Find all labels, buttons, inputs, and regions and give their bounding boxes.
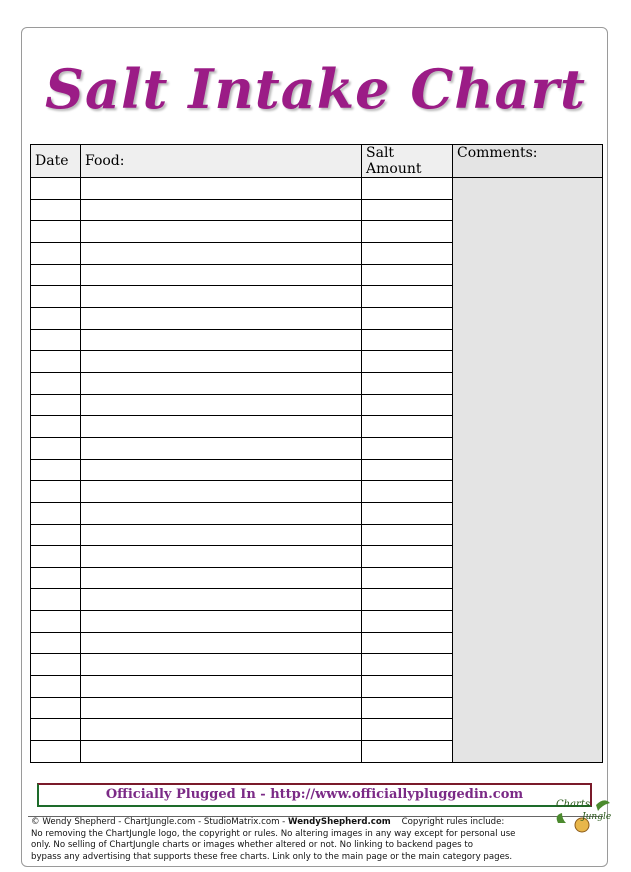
date-cell[interactable]: [31, 199, 81, 221]
food-cell[interactable]: [81, 524, 362, 546]
food-cell[interactable]: [81, 437, 362, 459]
logo-text-charts: Charts: [556, 799, 590, 810]
food-cell[interactable]: [81, 719, 362, 741]
salt-amount-cell[interactable]: [362, 416, 453, 438]
header-salt-amount: Salt Amount: [362, 145, 453, 178]
date-cell[interactable]: [31, 416, 81, 438]
salt-amount-cell[interactable]: [362, 372, 453, 394]
logo-leaf-icon: [596, 800, 610, 811]
salt-amount-cell[interactable]: [362, 394, 453, 416]
date-cell[interactable]: [31, 459, 81, 481]
salt-amount-cell[interactable]: [362, 697, 453, 719]
salt-amount-cell[interactable]: [362, 632, 453, 654]
copyright-footer: [28, 816, 603, 867]
date-cell[interactable]: [31, 632, 81, 654]
date-cell[interactable]: [31, 502, 81, 524]
date-cell[interactable]: [31, 654, 81, 676]
salt-amount-cell[interactable]: [362, 567, 453, 589]
salt-amount-cell[interactable]: [362, 546, 453, 568]
food-cell[interactable]: [81, 264, 362, 286]
header-date: Date: [31, 145, 81, 178]
date-cell[interactable]: [31, 307, 81, 329]
footer-line-1: [28, 817, 603, 829]
chartjungle-logo: [552, 795, 612, 839]
salt-log-table: [30, 144, 603, 763]
header-food: Food:: [81, 145, 362, 178]
salt-amount-cell[interactable]: [362, 242, 453, 264]
salt-amount-cell[interactable]: [362, 611, 453, 633]
comments-area[interactable]: [453, 178, 603, 763]
food-cell[interactable]: [81, 329, 362, 351]
food-cell[interactable]: [81, 416, 362, 438]
food-cell[interactable]: [81, 307, 362, 329]
date-cell[interactable]: [31, 178, 81, 200]
footer-site: WendyShepherd.com: [288, 817, 391, 827]
food-cell[interactable]: [81, 546, 362, 568]
food-cell[interactable]: [81, 481, 362, 503]
footer-line-4: bypass any advertising that supports these free charts. Link only to the main page or the main category pages.: [31, 851, 513, 862]
date-cell[interactable]: [31, 286, 81, 308]
date-cell[interactable]: [31, 264, 81, 286]
footer-rules-intro: Copyright rules include:: [401, 817, 505, 827]
date-cell[interactable]: [31, 719, 81, 741]
salt-amount-cell[interactable]: [362, 481, 453, 503]
plug-banner[interactable]: Officially Plugged In - http://www.officiallypluggedin.com: [37, 783, 592, 807]
date-cell[interactable]: [31, 741, 81, 763]
salt-amount-cell[interactable]: [362, 178, 453, 200]
table-header-row: [31, 145, 603, 178]
food-cell[interactable]: [81, 632, 362, 654]
logo-leaf-icon: [557, 813, 566, 823]
food-cell[interactable]: [81, 199, 362, 221]
salt-amount-cell[interactable]: [362, 264, 453, 286]
footer-copyright: © Wendy Shepherd - ChartJungle.com - StudioMatrix.com -: [31, 817, 289, 827]
salt-amount-cell[interactable]: [362, 741, 453, 763]
food-cell[interactable]: [81, 654, 362, 676]
table-row: [31, 178, 603, 200]
logo-text-jungle: Jungle: [582, 812, 612, 822]
date-cell[interactable]: [31, 697, 81, 719]
food-cell[interactable]: [81, 286, 362, 308]
food-cell[interactable]: [81, 611, 362, 633]
date-cell[interactable]: [31, 567, 81, 589]
date-cell[interactable]: [31, 242, 81, 264]
date-cell[interactable]: [31, 221, 81, 243]
salt-amount-cell[interactable]: [362, 286, 453, 308]
salt-amount-cell[interactable]: [362, 307, 453, 329]
salt-amount-cell[interactable]: [362, 459, 453, 481]
food-cell[interactable]: [81, 178, 362, 200]
chart-title: Salt Intake Chart: [45, 57, 586, 121]
table-body: [31, 178, 603, 763]
food-cell[interactable]: [81, 502, 362, 524]
date-cell[interactable]: [31, 611, 81, 633]
food-cell[interactable]: [81, 567, 362, 589]
salt-amount-cell[interactable]: [362, 676, 453, 698]
header-comments: Comments:: [453, 145, 603, 178]
food-cell[interactable]: [81, 221, 362, 243]
salt-amount-cell[interactable]: [362, 199, 453, 221]
date-cell[interactable]: [31, 351, 81, 373]
food-cell[interactable]: [81, 589, 362, 611]
food-cell[interactable]: [81, 676, 362, 698]
salt-amount-cell[interactable]: [362, 329, 453, 351]
salt-amount-cell[interactable]: [362, 719, 453, 741]
food-cell[interactable]: [81, 242, 362, 264]
food-cell[interactable]: [81, 351, 362, 373]
food-cell[interactable]: [81, 394, 362, 416]
footer-line-2: No removing the ChartJungle logo, the copyright or rules. No altering images in any way except for personal use: [31, 828, 516, 839]
food-cell[interactable]: [81, 741, 362, 763]
date-cell[interactable]: [31, 394, 81, 416]
salt-amount-cell[interactable]: [362, 502, 453, 524]
date-cell[interactable]: [31, 524, 81, 546]
salt-amount-cell[interactable]: [362, 654, 453, 676]
date-cell[interactable]: [31, 589, 81, 611]
date-cell[interactable]: [31, 481, 81, 503]
footer-line-3: only. No selling of ChartJungle charts or images whether altered or not. No linking to backend pages to: [31, 840, 474, 850]
food-cell[interactable]: [81, 459, 362, 481]
date-cell[interactable]: [31, 676, 81, 698]
salt-amount-cell[interactable]: [362, 589, 453, 611]
date-cell[interactable]: [31, 437, 81, 459]
salt-amount-cell[interactable]: [362, 524, 453, 546]
date-cell[interactable]: [31, 372, 81, 394]
date-cell[interactable]: [31, 329, 81, 351]
salt-amount-cell[interactable]: [362, 351, 453, 373]
food-cell[interactable]: [81, 372, 362, 394]
date-cell[interactable]: [31, 546, 81, 568]
food-cell[interactable]: [81, 697, 362, 719]
salt-amount-cell[interactable]: [362, 221, 453, 243]
salt-amount-cell[interactable]: [362, 437, 453, 459]
